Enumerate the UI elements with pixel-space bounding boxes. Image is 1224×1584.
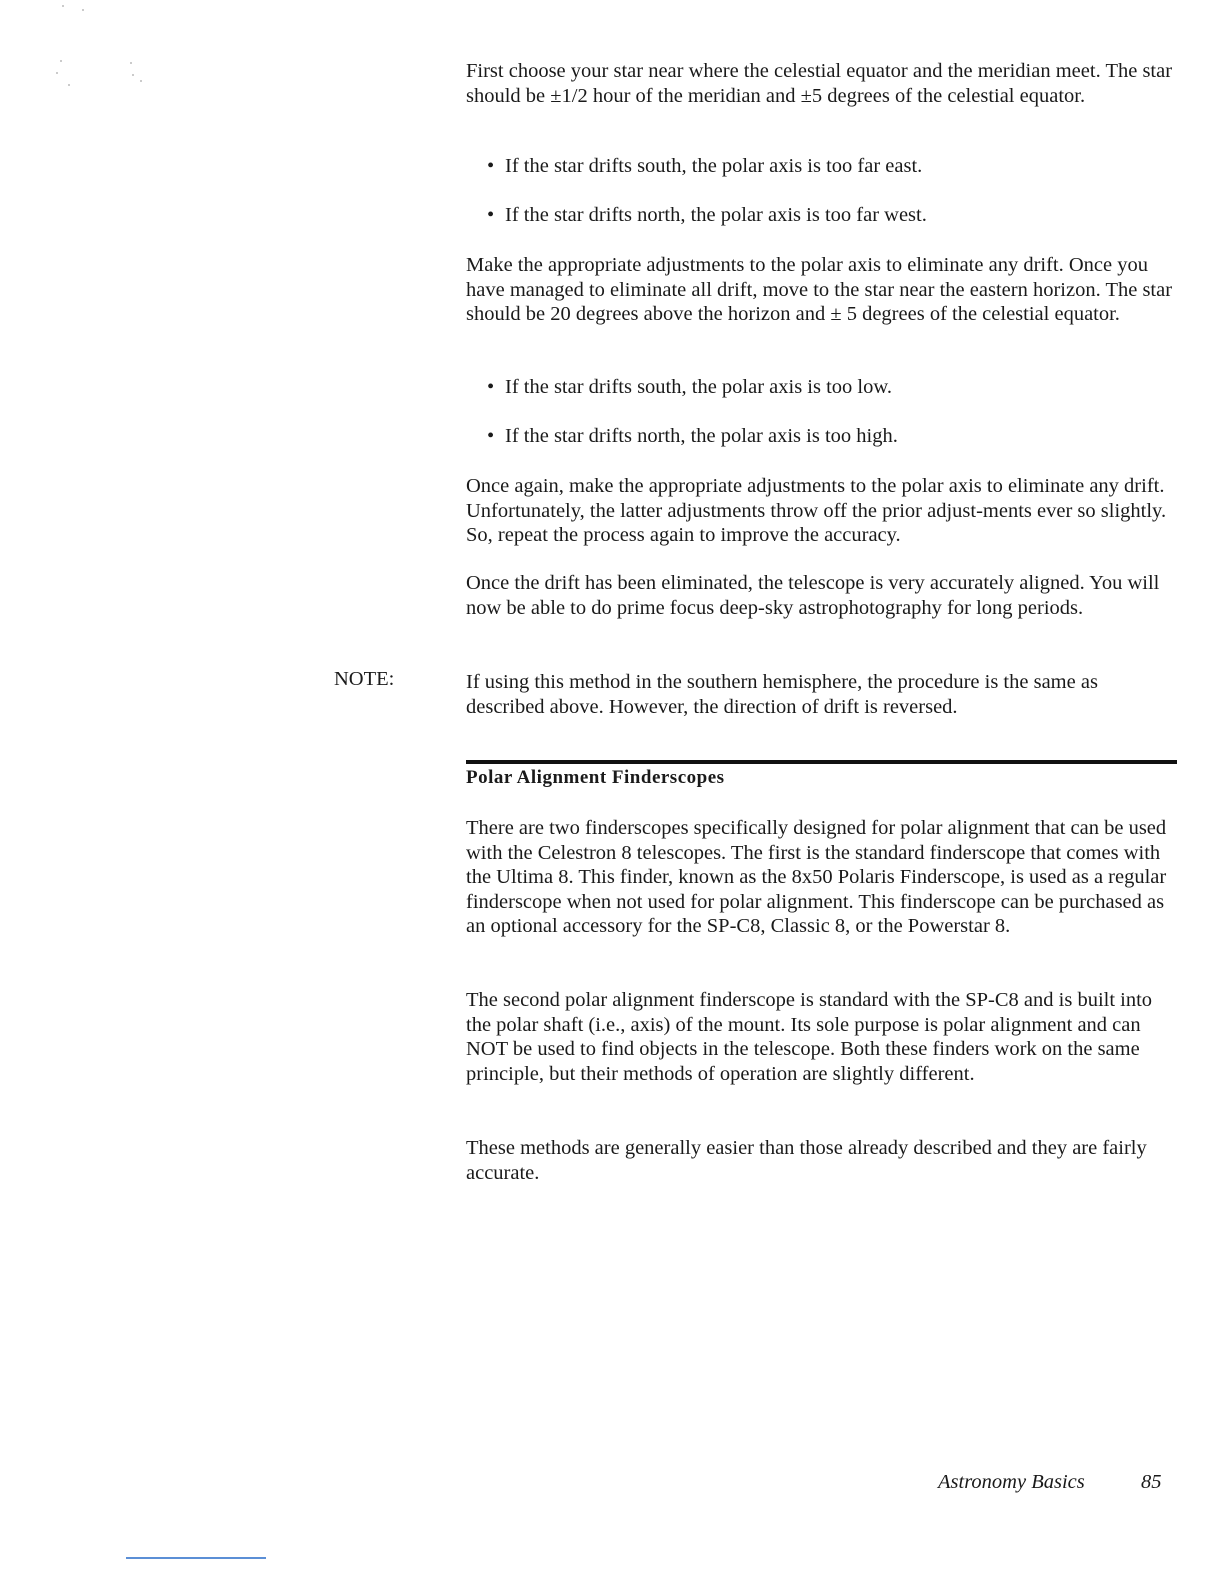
bullet-item: • If the star drifts north, the polar axis is too far west. — [487, 204, 927, 226]
section-divider — [466, 760, 1177, 764]
scan-artifact-line — [126, 1557, 266, 1559]
intro-paragraph: First choose your star near where the celestial equator and the meridian meet. The star should be ±1/2 hour of the meridian and ±5 degrees of the celestial equator. — [466, 60, 1173, 107]
bullet-dot-icon: • — [487, 376, 495, 398]
bullet-dot-icon: • — [487, 155, 495, 177]
adjust-paragraph: Make the appropriate adjustments to the polar axis to eliminate any drift. Once you have managed to eliminate all drift, move to the star near the eastern horizon. The star should be 20 degrees above the horizon and ± 5 degrees of the celestial equator. — [466, 254, 1173, 325]
aligned-paragraph: Once the drift has been eliminated, the telescope is very accurately aligned. You will now be able to do prime focus deep-sky astrophotography for long periods. — [466, 572, 1160, 619]
bullet-item: • If the star drifts south, the polar axis is too far east. — [487, 155, 923, 177]
bullet-dot-icon: • — [487, 425, 495, 447]
note-label: NOTE: — [334, 668, 395, 690]
repeat-paragraph: Once again, make the appropriate adjustments to the polar axis to eliminate any drift. Unfortunately, the latter adjustments throw off the prior adjust-ments ever so slightly. So, repeat the process again to improve the accuracy. — [466, 475, 1167, 546]
finderscopes-paragraph-2: The second polar alignment finderscope is standard with the SP-C8 and is built into the polar shaft (i.e., axis) of the mount. Its sole purpose is polar alignment and can NOT be used to find objects in the telescope. Both these finders work on the same principle, but their methods of operation are slightly different. — [466, 989, 1153, 1085]
finderscopes-paragraph-3: These methods are generally easier than those already described and they are fairly accurate. — [466, 1137, 1147, 1184]
bullet-item: • If the star drifts south, the polar axis is too low. — [487, 376, 892, 398]
finderscopes-paragraph-1: There are two finderscopes specifically designed for polar alignment that can be used with the Celestron 8 telescopes. The first is the standard finderscope that comes with the Ultima 8. This finder, known as the 8x50 Polaris Finderscope, is used as a regular finderscope when not used for polar alignment. This finderscope can be purchased as an optional accessory for the SP-C8, Classic 8, or the Powerstar 8. — [466, 817, 1167, 937]
page-number: 85 — [1141, 1471, 1162, 1493]
bullet-item: • If the star drifts north, the polar axis is too high. — [487, 425, 898, 447]
footer-title: Astronomy Basics — [938, 1471, 1085, 1493]
note-text: If using this method in the southern hemisphere, the procedure is the same as described above. However, the direction of drift is reversed. — [466, 671, 1098, 718]
section-heading: Polar Alignment Finderscopes — [466, 767, 725, 788]
bullet-dot-icon: • — [487, 204, 495, 226]
